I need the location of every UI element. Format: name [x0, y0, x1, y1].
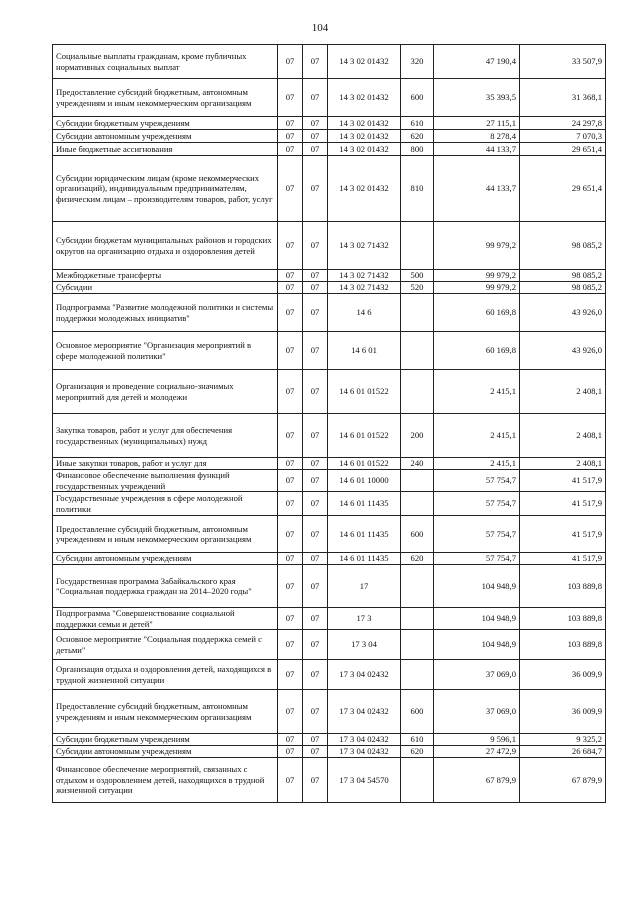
section-code: 07	[278, 270, 303, 282]
subsection-code: 07	[303, 130, 328, 143]
target-article-code: 14 3 02 01432	[328, 79, 401, 117]
row-description: Субсидии бюджетам муниципальных районов и городских округов на организацию отдыха и оздоровления детей	[53, 222, 278, 270]
table-row	[53, 660, 606, 690]
expense-type-code: 600	[401, 79, 434, 117]
row-description: Закупка товаров, работ и услуг для обеспечения государственных (муниципальных) нужд	[53, 414, 278, 458]
row-description: Предоставление субсидий бюджетным, автономным учреждениям и иным некоммерческим организациям	[53, 516, 278, 553]
expense-type-code: 620	[401, 553, 434, 565]
amount-executed: 41 517,9	[520, 516, 606, 553]
expense-type-code	[401, 294, 434, 332]
amount-planned: 104 948,9	[434, 565, 520, 608]
section-code: 07	[278, 332, 303, 370]
target-article-code: 14 3 02 01432	[328, 117, 401, 130]
amount-executed: 36 009,9	[520, 660, 606, 690]
expense-type-code: 500	[401, 270, 434, 282]
target-article-code: 14 6 01 01522	[328, 414, 401, 458]
section-code: 07	[278, 282, 303, 294]
row-description: Субсидии автономным учреждениям	[53, 746, 278, 758]
expense-type-code: 620	[401, 130, 434, 143]
target-article-code: 17 3 04	[328, 630, 401, 660]
subsection-code: 07	[303, 79, 328, 117]
amount-planned: 104 948,9	[434, 630, 520, 660]
subsection-code: 07	[303, 608, 328, 630]
amount-planned: 57 754,7	[434, 470, 520, 492]
row-description: Подпрограмма "Совершенствование социальной поддержки семьи и детей"	[53, 608, 278, 630]
subsection-code: 07	[303, 690, 328, 734]
expense-type-code	[401, 222, 434, 270]
target-article-code: 14 3 02 71432	[328, 282, 401, 294]
target-article-code: 14 3 02 71432	[328, 270, 401, 282]
subsection-code: 07	[303, 294, 328, 332]
expense-type-code	[401, 565, 434, 608]
row-description: Субсидии автономным учреждениям	[53, 130, 278, 143]
amount-planned: 2 415,1	[434, 458, 520, 470]
table-row	[53, 630, 606, 660]
amount-executed: 41 517,9	[520, 492, 606, 516]
amount-planned: 67 879,9	[434, 758, 520, 803]
section-code: 07	[278, 156, 303, 222]
target-article-code: 14 3 02 71432	[328, 222, 401, 270]
subsection-code: 07	[303, 746, 328, 758]
amount-planned: 57 754,7	[434, 516, 520, 553]
amount-planned: 44 133,7	[434, 156, 520, 222]
amount-planned: 37 069,0	[434, 690, 520, 734]
table-row	[53, 282, 606, 294]
row-description: Организация отдыха и оздоровления детей, находящихся в трудной жизненной ситуации	[53, 660, 278, 690]
subsection-code: 07	[303, 630, 328, 660]
table-row	[53, 565, 606, 608]
amount-planned: 60 169,8	[434, 294, 520, 332]
row-description: Субсидии автономным учреждениям	[53, 553, 278, 565]
section-code: 07	[278, 130, 303, 143]
section-code: 07	[278, 414, 303, 458]
table-row	[53, 414, 606, 458]
amount-executed: 29 651,4	[520, 143, 606, 156]
row-description: Субсидии бюджетным учреждениям	[53, 734, 278, 746]
amount-planned: 99 979,2	[434, 282, 520, 294]
section-code: 07	[278, 79, 303, 117]
amount-planned: 57 754,7	[434, 553, 520, 565]
expense-type-code: 600	[401, 690, 434, 734]
amount-planned: 44 133,7	[434, 143, 520, 156]
expense-type-code: 800	[401, 143, 434, 156]
target-article-code: 14 6 01 11435	[328, 516, 401, 553]
amount-executed: 2 408,1	[520, 370, 606, 414]
row-description: Финансовое обеспечение мероприятий, связанных с отдыхом и оздоровлением детей, находящихся в трудной жизненной ситуации	[53, 758, 278, 803]
table-row	[53, 370, 606, 414]
section-code: 07	[278, 294, 303, 332]
subsection-code: 07	[303, 734, 328, 746]
table-row	[53, 492, 606, 516]
table-row	[53, 608, 606, 630]
subsection-code: 07	[303, 156, 328, 222]
expense-type-code: 520	[401, 282, 434, 294]
subsection-code: 07	[303, 270, 328, 282]
target-article-code: 17 3 04 02432	[328, 660, 401, 690]
target-article-code: 14 3 02 01432	[328, 45, 401, 79]
amount-planned: 57 754,7	[434, 492, 520, 516]
table-row	[53, 690, 606, 734]
amount-executed: 98 085,2	[520, 270, 606, 282]
section-code: 07	[278, 45, 303, 79]
table-row	[53, 130, 606, 143]
table-row	[53, 222, 606, 270]
subsection-code: 07	[303, 492, 328, 516]
amount-executed: 29 651,4	[520, 156, 606, 222]
target-article-code: 14 6 01 01522	[328, 370, 401, 414]
table-row	[53, 516, 606, 553]
section-code: 07	[278, 565, 303, 608]
target-article-code: 14 6 01 11435	[328, 492, 401, 516]
amount-executed: 2 408,1	[520, 458, 606, 470]
section-code: 07	[278, 458, 303, 470]
target-article-code: 14 6 01 10000	[328, 470, 401, 492]
subsection-code: 07	[303, 370, 328, 414]
amount-executed: 67 879,9	[520, 758, 606, 803]
subsection-code: 07	[303, 45, 328, 79]
amount-executed: 41 517,9	[520, 553, 606, 565]
table-row	[53, 294, 606, 332]
amount-executed: 98 085,2	[520, 222, 606, 270]
amount-planned: 99 979,2	[434, 270, 520, 282]
target-article-code: 17 3 04 02432	[328, 746, 401, 758]
target-article-code: 14 6 01 11435	[328, 553, 401, 565]
table-row	[53, 117, 606, 130]
expense-type-code: 600	[401, 516, 434, 553]
expense-type-code: 620	[401, 746, 434, 758]
row-description: Финансовое обеспечение выполнения функций государственных учреждений	[53, 470, 278, 492]
section-code: 07	[278, 758, 303, 803]
subsection-code: 07	[303, 282, 328, 294]
table-row	[53, 746, 606, 758]
expense-type-code: 320	[401, 45, 434, 79]
expense-type-code	[401, 370, 434, 414]
table-row	[53, 270, 606, 282]
section-code: 07	[278, 608, 303, 630]
section-code: 07	[278, 516, 303, 553]
section-code: 07	[278, 370, 303, 414]
table-row	[53, 79, 606, 117]
subsection-code: 07	[303, 458, 328, 470]
amount-executed: 9 325,2	[520, 734, 606, 746]
amount-executed: 24 297,8	[520, 117, 606, 130]
expense-type-code: 240	[401, 458, 434, 470]
subsection-code: 07	[303, 553, 328, 565]
amount-planned: 99 979,2	[434, 222, 520, 270]
amount-executed: 36 009,9	[520, 690, 606, 734]
amount-executed: 7 070,3	[520, 130, 606, 143]
subsection-code: 07	[303, 117, 328, 130]
table-row	[53, 734, 606, 746]
row-description: Подпрограмма "Развитие молодежной политики и системы поддержки молодежных инициатив"	[53, 294, 278, 332]
expense-type-code: 810	[401, 156, 434, 222]
amount-executed: 26 684,7	[520, 746, 606, 758]
target-article-code: 17	[328, 565, 401, 608]
section-code: 07	[278, 143, 303, 156]
table-row	[53, 758, 606, 803]
target-article-code: 17 3	[328, 608, 401, 630]
amount-planned: 27 472,9	[434, 746, 520, 758]
row-description: Предоставление субсидий бюджетным, автономным учреждениям и иным некоммерческим организациям	[53, 79, 278, 117]
amount-planned: 47 190,4	[434, 45, 520, 79]
section-code: 07	[278, 470, 303, 492]
section-code: 07	[278, 222, 303, 270]
row-description: Государственные учреждения в сфере молодежной политики	[53, 492, 278, 516]
expense-type-code	[401, 492, 434, 516]
subsection-code: 07	[303, 143, 328, 156]
section-code: 07	[278, 492, 303, 516]
amount-executed: 2 408,1	[520, 414, 606, 458]
row-description: Субсидии	[53, 282, 278, 294]
row-description: Основное мероприятие "Социальная поддержка семей с детьми"	[53, 630, 278, 660]
amount-planned: 2 415,1	[434, 414, 520, 458]
amount-executed: 31 368,1	[520, 79, 606, 117]
amount-executed: 43 926,0	[520, 332, 606, 370]
target-article-code: 14 6 01	[328, 332, 401, 370]
expense-type-code: 200	[401, 414, 434, 458]
target-article-code: 14 3 02 01432	[328, 130, 401, 143]
target-article-code: 14 6 01 01522	[328, 458, 401, 470]
section-code: 07	[278, 690, 303, 734]
row-description: Иные бюджетные ассигнования	[53, 143, 278, 156]
table-row	[53, 553, 606, 565]
section-code: 07	[278, 117, 303, 130]
amount-executed: 98 085,2	[520, 282, 606, 294]
target-article-code: 14 3 02 01432	[328, 143, 401, 156]
section-code: 07	[278, 746, 303, 758]
target-article-code: 17 3 04 02432	[328, 690, 401, 734]
row-description: Социальные выплаты гражданам, кроме публичных нормативных социальных выплат	[53, 45, 278, 79]
row-description: Государственная программа Забайкальского края "Социальная поддержка граждан на 2014–2020 годы"	[53, 565, 278, 608]
subsection-code: 07	[303, 332, 328, 370]
budget-table-body	[53, 45, 606, 803]
expense-type-code	[401, 332, 434, 370]
section-code: 07	[278, 630, 303, 660]
row-description: Иные закупки товаров, работ и услуг для	[53, 458, 278, 470]
subsection-code: 07	[303, 222, 328, 270]
table-row	[53, 45, 606, 79]
row-description: Субсидии бюджетным учреждениям	[53, 117, 278, 130]
expense-type-code	[401, 630, 434, 660]
expense-type-code: 610	[401, 734, 434, 746]
amount-executed: 43 926,0	[520, 294, 606, 332]
section-code: 07	[278, 734, 303, 746]
subsection-code: 07	[303, 414, 328, 458]
amount-planned: 2 415,1	[434, 370, 520, 414]
budget-table	[52, 44, 606, 803]
amount-planned: 104 948,9	[434, 608, 520, 630]
amount-planned: 27 115,1	[434, 117, 520, 130]
row-description: Предоставление субсидий бюджетным, автономным учреждениям и иным некоммерческим организациям	[53, 690, 278, 734]
amount-planned: 35 393,5	[434, 79, 520, 117]
amount-executed: 103 889,8	[520, 565, 606, 608]
subsection-code: 07	[303, 516, 328, 553]
table-row	[53, 156, 606, 222]
expense-type-code	[401, 660, 434, 690]
amount-executed: 103 889,8	[520, 630, 606, 660]
row-description: Субсидии юридическим лицам (кроме некоммерческих организаций), индивидуальным предпринимателям, физическим лицам – производителям товаров, работ, услуг	[53, 156, 278, 222]
target-article-code: 14 6	[328, 294, 401, 332]
target-article-code: 17 3 04 54570	[328, 758, 401, 803]
subsection-code: 07	[303, 470, 328, 492]
amount-planned: 37 069,0	[434, 660, 520, 690]
subsection-code: 07	[303, 758, 328, 803]
amount-planned: 8 278,4	[434, 130, 520, 143]
section-code: 07	[278, 553, 303, 565]
target-article-code: 17 3 04 02432	[328, 734, 401, 746]
page-number: 104	[311, 22, 329, 34]
target-article-code: 14 3 02 01432	[328, 156, 401, 222]
subsection-code: 07	[303, 565, 328, 608]
section-code: 07	[278, 660, 303, 690]
expense-type-code	[401, 470, 434, 492]
table-row	[53, 470, 606, 492]
amount-executed: 103 889,8	[520, 608, 606, 630]
table-row	[53, 143, 606, 156]
amount-executed: 33 507,9	[520, 45, 606, 79]
row-description: Основное мероприятие "Организация мероприятий в сфере молодежной политики"	[53, 332, 278, 370]
expense-type-code	[401, 758, 434, 803]
amount-planned: 9 596,1	[434, 734, 520, 746]
row-description: Организация и проведение социально-значимых мероприятий для детей и молодежи	[53, 370, 278, 414]
expense-type-code: 610	[401, 117, 434, 130]
subsection-code: 07	[303, 660, 328, 690]
amount-executed: 41 517,9	[520, 470, 606, 492]
amount-planned: 60 169,8	[434, 332, 520, 370]
table-row	[53, 332, 606, 370]
row-description: Межбюджетные трансферты	[53, 270, 278, 282]
expense-type-code	[401, 608, 434, 630]
table-row	[53, 458, 606, 470]
